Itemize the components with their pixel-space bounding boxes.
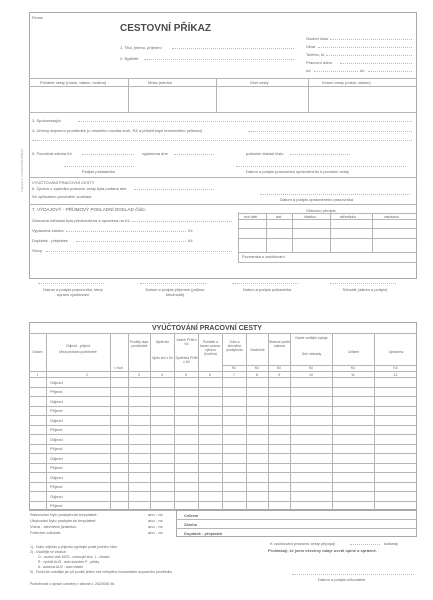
in-words-line[interactable] [46,251,232,252]
decl-1: Ubytování bylo poskytnuto bezplatně: [30,518,97,523]
accounting-heading: Účtovací předpis [306,208,336,213]
field-advance-date-label: vyplacena dne [142,151,168,156]
trip-col-end: Konec cesty (místo, datum) [322,80,371,85]
col-num-9: 9 [278,373,280,377]
field-advance-doc-label: pokladní doklad číslo [246,151,284,156]
sign-cashier-line[interactable] [64,166,134,167]
table-row-label: Příjezd [50,484,63,490]
table-row-label: Odjezd [50,455,63,461]
right-label-2: Telefon, kl. [306,52,326,57]
report-date-label: 6. Zpráva o výsledku pracovní cesty byla podána dne [32,186,127,191]
table-row[interactable] [128,425,417,435]
col-num-10: 10 [309,373,313,377]
right-line-3[interactable] [340,63,412,64]
trip-table-bottom [29,112,417,113]
attach-count-line[interactable] [350,544,380,545]
trip-col-start: Počátek cesty (místo, datum, hodina) [40,80,107,85]
advance-paid-currency: Kč [188,228,193,233]
field-address-line[interactable] [144,59,294,60]
kc-cell-2: Kč [308,366,314,370]
right-label-1: Útvar [306,44,316,49]
kc-cell-1: Kč [276,366,282,370]
trip-table-top [29,78,417,79]
trip-col-divider-3 [308,78,309,112]
col-header-jizdne: Jízdné PHM v Kč [175,338,198,346]
totals-row-2 [176,528,417,529]
table-row-label: Příjezd [50,427,63,433]
table-row[interactable] [128,406,417,416]
sig-line-2[interactable] [232,283,298,284]
advance-paid-line[interactable] [66,231,186,232]
table-row[interactable] [128,377,417,387]
right-label-0: Osobní číslo [306,36,329,41]
side-print-note: Tiskopis č. / CESTOVNÍ PŘÍKAZ [20,148,24,192]
col-header-jine: Jiné náhrady [301,352,322,356]
footnote-5: 3) - Počet km uvádějte jen při použití jiného než veřejného hromadného dopravního prostředku [30,570,173,574]
col-header-odjezd-sub: Místo jednání podtrhněte [59,350,97,354]
accounting-col-amount: částka [304,214,316,219]
trip-col-divider-2 [216,78,217,112]
footnote-4: A - autobus AUV - auto vlastní [38,565,84,569]
kc-cell-5: Kč [231,366,237,370]
table-row[interactable] [128,396,417,406]
approval-sign-line[interactable] [260,194,410,195]
table-row[interactable] [128,387,417,397]
table-row-label: Příjezd [50,465,63,471]
field-transport-line-2[interactable] [32,140,412,141]
decl-3-ano: ano - ne [148,530,163,535]
field-transport-line[interactable] [248,131,412,132]
table-row[interactable] [128,463,417,473]
settlement-heading: VYÚČTOVÁNÍ PRACOVNÍ CESTY [32,180,95,185]
accounting-bottom-line [238,262,417,263]
col-header-odjezd: Odjezd - příjezd [66,344,90,348]
footnote-1: 2) - Uvádějte ve zkratce: [30,550,67,554]
totals-row-1 [176,519,417,520]
col-header-nocne: Noclehné [250,348,265,352]
field-advance-date-line[interactable] [174,154,214,155]
footnote-6: Podrobnosti o úpravě uvedeny v zákoně č. 262/2006 Sb. [30,582,116,586]
advance-paid-label: Vyplacena záloha [32,228,64,233]
field-advance-line[interactable] [82,154,134,155]
advance-total-label: Záloha [184,522,197,527]
right-label-5: do [360,68,365,73]
field-transport-label: 4. Určený dopravní prostředek (u vlastního vozidla druh, RZ a přiložit kopii technického průkazu) [32,128,203,133]
field-name-label: 1. Titul, jméno, příjmení [120,45,162,50]
right-line-0[interactable] [330,39,412,40]
cash-doc-label: 7. VÝDAJOVÝ - PŘÍJMOVÝ POKLADNÍ DOKLAD číslo: [32,207,146,212]
accounting-div-3 [330,213,331,252]
col-header-ujeto-kc: Ujeto km v Kč [152,356,173,360]
sig-line-3[interactable] [330,283,396,284]
table-row[interactable] [128,453,417,463]
col-header-ujeto: Ujeté km [155,340,170,344]
col-num-6: 6 [209,373,211,377]
section-6-top [29,177,417,178]
sig-line-0[interactable] [38,283,104,284]
col-num-1: 1 [36,373,39,377]
decl-3: Pobírám odlučné: [30,530,62,535]
footnote-3: R - rychlík AUS - auto služební P - pěšky [38,560,100,564]
col-num-7: 7 [233,373,235,377]
table-row[interactable] [128,501,417,511]
col-header-celkem: Celkem [347,350,360,354]
col-header-pocatek: Počátek a konec pracov. výkonu (hodina) [200,340,221,356]
final-sign-label: Datum a podpis účtovatele [318,577,366,582]
table-row[interactable] [128,491,417,501]
table-row-label: Odjezd [50,474,63,480]
reviewed-line[interactable] [132,221,232,222]
right-line-2[interactable] [326,55,412,56]
table-row[interactable] [128,482,417,492]
balance-line[interactable] [76,241,186,242]
table-row-label: Příjezd [50,503,63,509]
accounting-note-label: Poznámka o zaúčtování [242,254,285,259]
total-label: Celkem [184,513,199,518]
approval-sign-label: Datum a podpis oprávněného pracovníka [280,197,354,202]
accounting-col-order: zakázka [384,214,399,219]
table-row[interactable] [128,472,417,482]
sig-label-1: Datum a podpis příjemce (průkaz totožnosti) [145,287,205,297]
report-date-line[interactable] [134,189,214,190]
col-num-3: 3 [138,373,140,377]
trip-col-place: Místo jednání [148,80,173,85]
attach-statement-end: doklady. [384,541,399,546]
table-row-label: Odjezd [50,436,63,442]
balance-currency: Kč [188,238,193,243]
right-label-3: Pracovní doba [306,60,332,65]
kc-cell-0: Kč [254,366,260,370]
footnote-0: 1) - Dobu odjezdu a příjezdu vyplňujte podle jízdního řádu [30,545,117,549]
declaration-statement: Prohlašuji, že jsem všechny údaje uvedl úplně a správně. [268,548,377,553]
accounting-col-credit: dal [276,214,282,219]
field-companions-label: 3. Spolucestující [32,118,62,123]
sig-line-1[interactable] [140,283,206,284]
right-line-4[interactable] [314,71,358,72]
trip-col-purpose: Účel cesty [250,80,269,85]
col-div-datum [46,333,47,510]
decl-2-ano: ano - ne [148,524,163,529]
reviewed-label: Účtovaná náhrada byla přezkoušena a upravena na Kč [32,218,130,223]
col-header-jizdne-2: Spotřeba PHM v Kč [175,356,198,364]
balance-total-label: Doplatek - přeplatek [184,531,223,536]
in-words-label: Slovy: [32,248,43,253]
final-sign-line[interactable] [292,574,414,575]
field-address-label: 2. Bydliště [120,56,139,61]
accounting-div-4 [372,213,373,252]
table-row-label: Odjezd [50,379,63,385]
right-label-4: od [306,68,311,73]
sign-permission-label: Datum a podpis pracovníka oprávněného k povolení cesty [246,169,349,174]
kc-cell-3: Kč [350,366,356,370]
footnote-2: O - osobní vlak MOS - motocykl služ. L - letadlo [38,555,110,559]
trip-col-divider-1 [128,78,129,112]
table-row[interactable] [128,434,417,444]
sig-label-2: Datum a podpis pokladníka [242,287,292,292]
decl-1-ano: ano - ne [148,518,163,523]
table-row-label: Odjezd [50,417,63,423]
col-header-datum: Datum [32,350,43,354]
decl-2: Volná - slevněná jízdenka: [30,524,77,529]
accounting-col-debit: má dáti [244,214,258,219]
table-header-top [29,333,417,334]
accounting-cols-line [238,219,417,220]
field-name-line[interactable] [172,48,294,49]
section-7-top [29,204,417,205]
table-row-label: Odjezd [50,398,63,404]
right-line-1[interactable] [318,47,412,48]
travel-order-frame [29,12,417,279]
balance-label: Doplatek - přeplatek [32,238,68,243]
travel-order-title: CESTOVNÍ PŘÍKAZ [120,23,211,34]
table-row-label: Příjezd [50,408,63,414]
col-header-stravne: Stravné podle zákona [269,340,290,348]
accounting-div-2 [292,213,293,252]
trip-table-header-bottom [29,86,417,87]
settlement-table-title: VYÚČTOVÁNÍ PRACOVNÍ CESTY [152,325,262,332]
accounting-col-center: středisko [340,214,357,219]
attach-statement: K vyúčtování pracovní cesty připojuji [270,541,335,546]
col-num-2: 2 [86,373,88,377]
field-advance-doc-line[interactable] [290,154,350,155]
decl-0: Stravování bylo poskytnuto bezplatně: [30,512,98,517]
col-num-4: 4 [161,373,163,377]
sig-label-3: Schválil (datum a podpis) [342,287,388,292]
col-header-prostredek: Použitý dopr. prostředek [129,340,150,348]
field-advance-label: 5. Povolená záloha Kč [32,151,72,156]
table-row-label: Příjezd [50,389,63,395]
col-header-hod: v hod. [114,366,124,370]
right-line-5[interactable] [368,71,412,72]
sig-label-0: Datum a podpis pracovníka, který upravil vyúčtování [43,287,103,297]
col-num-5: 5 [185,373,187,377]
col-num-8: 8 [256,373,258,377]
col-header-nutne: Nutné vedlejší výdaje [295,336,328,340]
col-header-jidlo: Jídlo a zlevněno poskytnuto [226,340,243,352]
table-row[interactable] [128,444,417,454]
col-div-odjezd [110,333,111,510]
approval-label: Se způsobem provedení souhlasí: [32,194,93,199]
accounting-div-1 [266,213,267,252]
field-companions-line[interactable] [78,121,412,122]
table-row[interactable] [128,415,417,425]
col-num-11: 11 [351,373,355,377]
table-row-label: Příjezd [50,446,63,452]
firma-label: Firma: [32,15,44,20]
decl-0-ano: ano - ne [148,512,163,517]
sign-cashier-label: Podpis pokladníka [82,169,115,174]
kc-cell-4: Kč [393,366,398,370]
table-row-label: Odjezd [50,493,63,499]
col-header-upraveno: Upraveno [388,350,404,354]
col-num-12: 12 [393,373,398,377]
sign-permission-line[interactable] [236,166,406,167]
